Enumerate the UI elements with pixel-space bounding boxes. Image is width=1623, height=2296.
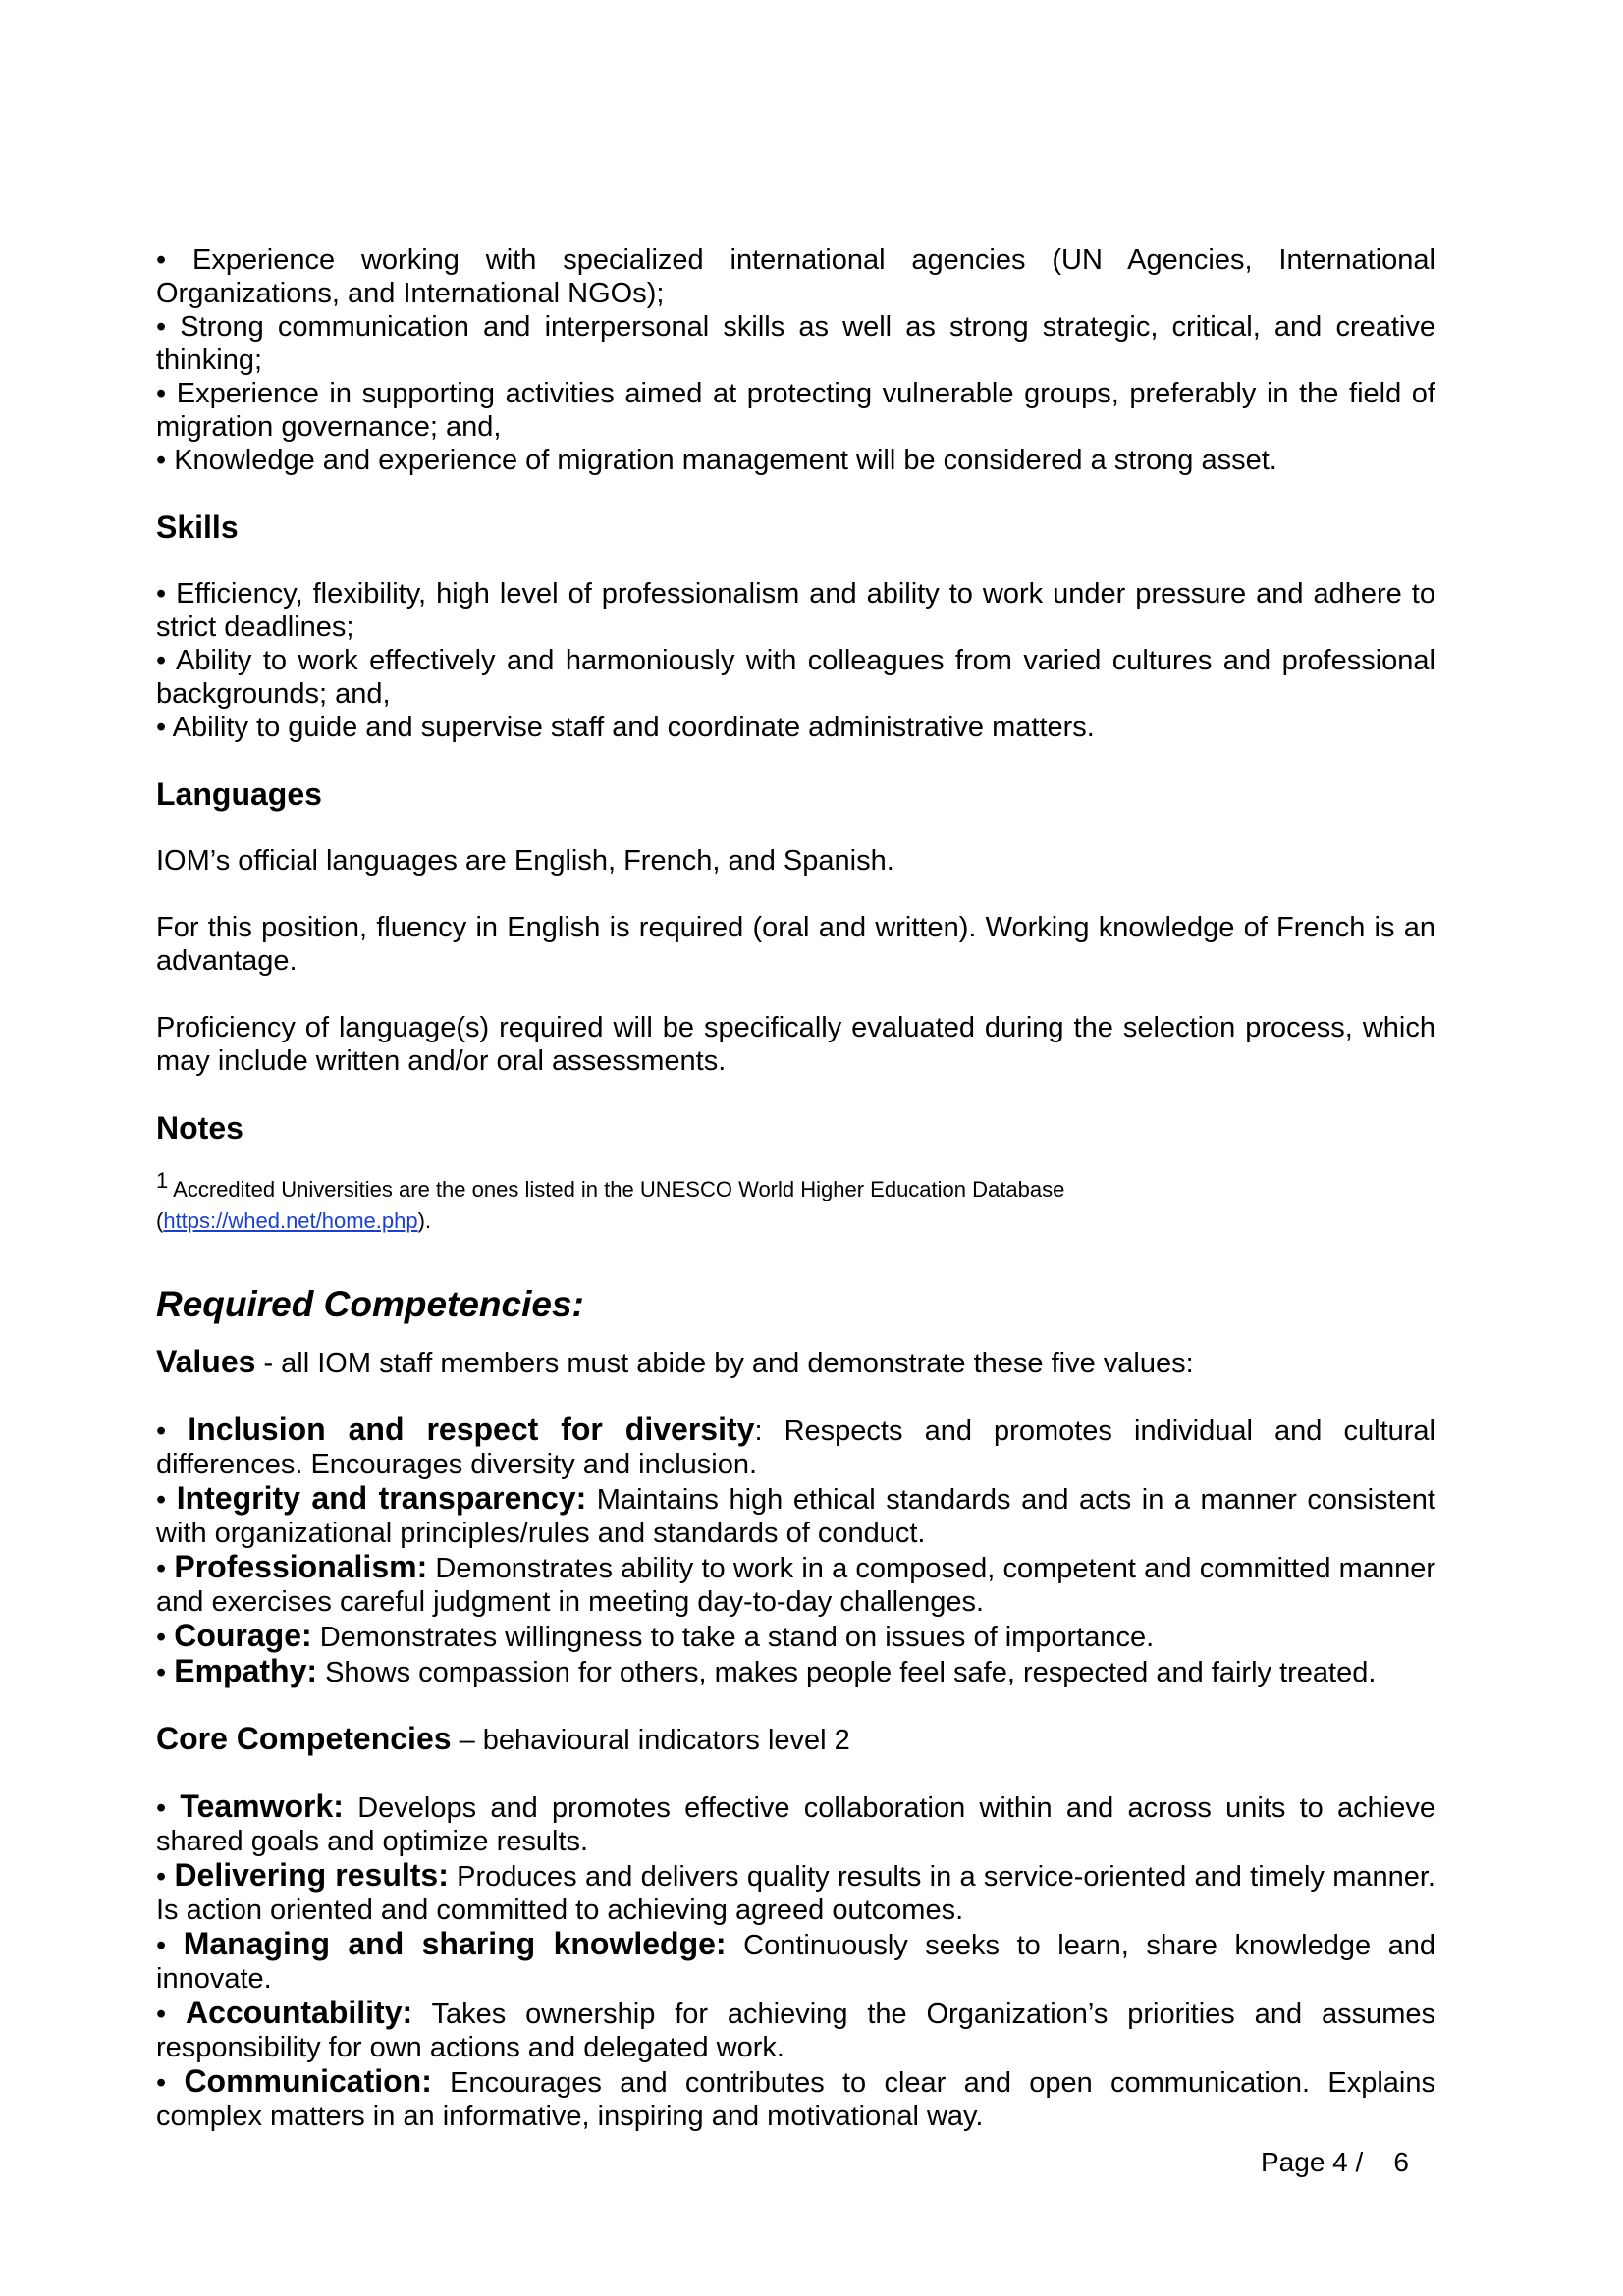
value-item xyxy=(156,1550,1435,1619)
bullet: • xyxy=(156,1553,175,1584)
bullet: • xyxy=(156,1930,184,1961)
languages-paragraph: Proficiency of language(s) required will be specifically evaluated during the selection process, which may include written and/or oral assessments. xyxy=(156,1012,1435,1077)
core-label: Core Competencies xyxy=(156,1721,452,1756)
bullet: • xyxy=(156,1999,187,2030)
footnote xyxy=(156,1165,1435,1237)
core-text: Produces and delivers quality results in a service-oriented and timely manner. Is action oriented and committed to achieving agreed outcomes. xyxy=(156,1861,1435,1926)
value-name: Professionalism: xyxy=(174,1549,428,1584)
values-intro-text: - all IOM staff members must abide by and demonstrate these five values: xyxy=(255,1348,1194,1379)
value-name: Empathy: xyxy=(174,1653,318,1688)
core-intro xyxy=(156,1722,1435,1757)
core-item xyxy=(156,1996,1435,2064)
value-name: Courage: xyxy=(174,1618,312,1653)
core-name: Communication: xyxy=(184,2063,432,2099)
link-open-paren: ( xyxy=(156,1208,164,1233)
value-name: Integrity and transparency: xyxy=(176,1480,587,1516)
bullet: • xyxy=(156,1792,181,1824)
link-close-paren: ). xyxy=(417,1208,432,1233)
notes-heading: Notes xyxy=(156,1110,243,1146)
experience-bullet: • Experience working with specialized international agencies (UN Agencies, International Organizations, and International NGOs); xyxy=(156,244,1435,309)
footnote-number: 1 xyxy=(156,1168,169,1193)
core-text: Continuously seeks to learn, share knowledge and innovate. xyxy=(156,1930,1436,1995)
page-content xyxy=(156,243,1435,2133)
skills-heading: Skills xyxy=(156,509,239,545)
value-item xyxy=(156,1619,1435,1654)
required-competencies-heading: Required Competencies: xyxy=(156,1284,584,1324)
value-text: : Respects and promotes individual and cultural differences. Encourages diversity and inclusion. xyxy=(156,1415,1435,1480)
core-item xyxy=(156,1789,1435,1858)
core-text: Develops and promotes effective collaboration within and across units to achieve shared goals and optimize results. xyxy=(156,1792,1435,1857)
whed-link[interactable]: https://whed.net/home.php xyxy=(163,1208,418,1233)
value-text: Demonstrates willingness to take a stand on issues of importance. xyxy=(311,1622,1155,1653)
page-number: Page 4 / 6 xyxy=(1261,2147,1409,2177)
languages-heading: Languages xyxy=(156,776,322,812)
value-name: Inclusion and respect for diversity xyxy=(188,1412,755,1447)
bullet: • xyxy=(156,1861,175,1893)
core-name: Accountability: xyxy=(186,1995,413,2030)
core-text: Takes ownership for achieving the Organization’s priorities and assumes responsibility for own actions and delegated work. xyxy=(156,1999,1435,2063)
bullet: • xyxy=(156,1484,177,1516)
bullet: • xyxy=(156,1657,175,1688)
experience-bullet: • Experience in supporting activities aimed at protecting vulnerable groups, preferably in the field of migration governance; and, xyxy=(156,378,1435,443)
value-item xyxy=(156,1654,1435,1689)
value-item xyxy=(156,1413,1435,1481)
languages-paragraph: IOM’s official languages are English, French, and Spanish. xyxy=(156,845,894,877)
bullet: • xyxy=(156,1622,175,1653)
value-item xyxy=(156,1481,1435,1550)
core-name: Teamwork: xyxy=(180,1789,344,1824)
core-text: Encourages and contributes to clear and open communication. Explains complex matters in an informative, inspiring and motivational way. xyxy=(156,2067,1435,2132)
core-intro-text: – behavioural indicators level 2 xyxy=(451,1725,850,1756)
core-item xyxy=(156,1858,1435,1927)
value-text: Maintains high ethical standards and acts in a manner consistent with organizational principles/rules and standards of conduct. xyxy=(156,1484,1435,1549)
footnote-text: Accredited Universities are the ones listed in the UNESCO World Higher Education Database xyxy=(173,1177,1065,1201)
skills-bullet: • Efficiency, flexibility, high level of professionalism and ability to work under pressure and adhere to strict deadlines; xyxy=(156,578,1435,643)
skills-bullet: • Ability to guide and supervise staff and coordinate administrative matters. xyxy=(156,712,1095,743)
experience-bullet: • Strong communication and interpersonal skills as well as strong strategic, critical, and creative thinking; xyxy=(156,311,1435,376)
value-text: Shows compassion for others, makes people feel safe, respected and fairly treated. xyxy=(317,1657,1377,1688)
core-name: Delivering results: xyxy=(174,1857,449,1893)
core-name: Managing and sharing knowledge: xyxy=(183,1926,727,1961)
bullet: • xyxy=(156,2067,185,2099)
values-label: Values xyxy=(156,1344,256,1379)
values-intro xyxy=(156,1345,1435,1380)
bullet: • xyxy=(156,1415,189,1447)
experience-bullet: • Knowledge and experience of migration management will be considered a strong asset. xyxy=(156,445,1277,476)
core-item xyxy=(156,1927,1435,1996)
value-text: Demonstrates ability to work in a composed, competent and committed manner and exercises careful judgment in meeting day-to-day challenges. xyxy=(156,1553,1435,1618)
core-item xyxy=(156,2064,1435,2133)
languages-paragraph: For this position, fluency in English is required (oral and written). Working knowledge of French is an advantage. xyxy=(156,912,1435,977)
skills-bullet: • Ability to work effectively and harmoniously with colleagues from varied cultures and professional backgrounds; and, xyxy=(156,645,1435,710)
